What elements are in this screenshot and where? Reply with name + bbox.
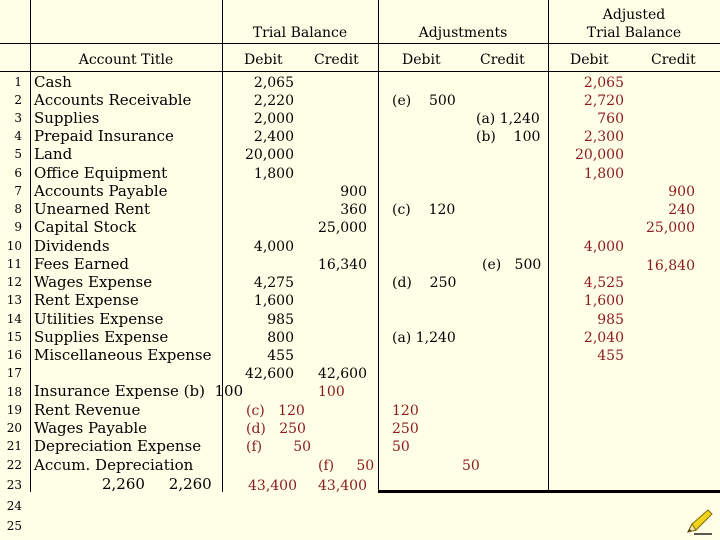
adj-entry: (e) 500: [392, 93, 456, 109]
tb-debit-cell: 800: [267, 330, 294, 346]
row-number: 9: [14, 220, 22, 234]
account-title: Unearned Rent: [34, 200, 151, 218]
row-number: 5: [14, 147, 22, 161]
tb-note: (f) 50: [246, 439, 312, 455]
row-number: 1: [14, 75, 22, 89]
tb-debit-cell: 1,800: [253, 166, 294, 182]
account-title: Supplies Expense: [34, 328, 169, 346]
atb-debit-cell: 4,000: [583, 239, 624, 255]
tb-debit-cell: 2,400: [253, 129, 294, 145]
tb-debit-cell: 985: [267, 312, 294, 328]
atb-debit-cell: 2,040: [583, 330, 624, 346]
atb-credit-header: Credit: [651, 52, 696, 68]
tb-new-credit-total: 43,400: [318, 478, 367, 494]
atb-debit-cell: 985: [597, 312, 624, 328]
account-title: Office Equipment: [34, 164, 168, 182]
rent-revenue-title: Rent Revenue: [34, 401, 141, 419]
row-number: 18: [6, 385, 22, 399]
row-number: 12: [6, 275, 22, 289]
account-title: Utilities Expense: [34, 310, 164, 328]
row-number: 25: [6, 519, 22, 533]
account-title: Rent Expense: [34, 291, 139, 309]
wages-payable-title: Wages Payable: [34, 419, 148, 437]
row-number: 7: [14, 184, 22, 198]
grid-line: [30, 0, 31, 492]
adjustments-header: Adjustments: [418, 25, 508, 41]
depreciation-expense-title: Depreciation Expense: [34, 437, 202, 455]
atb-debit-cell: 4,525: [583, 275, 624, 291]
tb-debit-header: Debit: [244, 52, 283, 68]
tb-credit-cell: 360: [340, 202, 367, 218]
account-title: Dividends: [34, 237, 110, 255]
row-number: 20: [6, 421, 22, 435]
atb-debit-cell: 2,300: [583, 129, 624, 145]
adj-note: 50: [392, 439, 410, 455]
tb-note: (d) 250: [246, 421, 306, 437]
tb-note: 100: [318, 384, 345, 400]
grid-line: [222, 0, 223, 492]
tb-debit-cell: 20,000: [245, 147, 294, 163]
account-title: Wages Expense: [34, 273, 153, 291]
row-number: 19: [6, 403, 22, 417]
row-number: 21: [6, 439, 22, 453]
tb-note: (c) 120: [246, 403, 305, 419]
row-number: 6: [14, 166, 22, 180]
atb-debit-cell: 455: [597, 348, 624, 364]
atb-credit-cell: 25,000: [646, 220, 695, 236]
header-rule: [0, 43, 720, 44]
account-title: Fees Earned: [34, 255, 130, 273]
row-number: 4: [14, 129, 22, 143]
account-title-header: Account Title: [78, 52, 174, 68]
row-number: 15: [6, 330, 22, 344]
atb-debit-cell: 760: [597, 111, 624, 127]
adj-credit-header: Credit: [480, 52, 525, 68]
adj-entry: (b) 100: [476, 129, 541, 145]
atb-credit-cell: 900: [668, 184, 695, 200]
atb-debit-header: Debit: [570, 52, 609, 68]
atb-debit-cell: 1,600: [583, 293, 624, 309]
tb-debit-cell: 1,600: [253, 293, 294, 309]
atb-debit-cell: 2,065: [583, 75, 624, 91]
row-number: 23: [6, 478, 22, 492]
header-rule: [0, 71, 720, 72]
accum-depreciation-title: Accum. Depreciation: [34, 456, 194, 474]
account-title: Accounts Payable: [34, 182, 168, 200]
tb-credit-cell: 16,340: [318, 257, 367, 273]
adj-entry: (a) 1,240: [392, 330, 456, 346]
account-title: Miscellaneous Expense: [34, 346, 212, 364]
account-title: Accounts Receivable: [34, 91, 192, 109]
atb-debit-cell: 1,800: [583, 166, 624, 182]
row-number: 14: [6, 312, 22, 326]
account-title: Land: [34, 145, 73, 163]
account-title: Capital Stock: [34, 218, 137, 236]
tb-credit-total: 42,600: [318, 366, 367, 382]
row-number: 13: [6, 293, 22, 307]
adj-note: 50: [462, 458, 480, 474]
adj-entry: (c) 120: [392, 202, 456, 218]
tb-note: (f) 50: [318, 458, 375, 474]
insurance-expense-title: Insurance Expense (b) 100: [34, 382, 244, 400]
account-title: Prepaid Insurance: [34, 127, 174, 145]
row-number: 16: [6, 348, 22, 362]
pencil-icon[interactable]: [684, 506, 714, 536]
adj-note: 120: [392, 403, 419, 419]
row-number: 22: [6, 458, 22, 472]
row-number: 2: [14, 93, 22, 107]
adj-note: 250: [392, 421, 419, 437]
tb-debit-cell: 4,000: [253, 239, 294, 255]
row-number: 8: [14, 202, 22, 216]
row-number: 17: [6, 366, 22, 380]
total-rule: [378, 490, 720, 493]
atb-credit-cell: 16,840: [646, 258, 695, 274]
account-title: Cash: [34, 73, 72, 91]
adjusted-header-line2: Trial Balance: [586, 25, 682, 41]
adj-entry: (a) 1,240: [476, 111, 540, 127]
tb-debit-cell: 2,065: [253, 75, 294, 91]
row-number: 3: [14, 111, 22, 125]
row-number: 24: [6, 499, 22, 513]
row-number: 11: [6, 257, 22, 271]
trial-balance-header: Trial Balance: [252, 25, 348, 41]
grid-line: [378, 0, 379, 492]
tb-debit-cell: 4,275: [253, 275, 294, 291]
tb-debit-total: 42,600: [245, 366, 294, 382]
atb-debit-cell: 20,000: [575, 147, 624, 163]
atb-credit-cell: 240: [668, 202, 695, 218]
tb-debit-cell: 2,000: [253, 111, 294, 127]
row-number: 10: [6, 239, 22, 253]
adj-entry: (e) 500: [482, 257, 542, 273]
adj-debit-header: Debit: [402, 52, 441, 68]
atb-debit-cell: 2,720: [583, 93, 624, 109]
row23-totals: 2,260 2,260: [102, 475, 212, 493]
tb-credit-header: Credit: [314, 52, 359, 68]
account-title: Supplies: [34, 109, 100, 127]
adjusted-header-line1: Adjusted: [602, 7, 666, 23]
tb-credit-cell: 25,000: [318, 220, 367, 236]
tb-new-debit-total: 43,400: [248, 478, 297, 494]
grid-line: [548, 0, 549, 492]
tb-debit-cell: 455: [267, 348, 294, 364]
tb-credit-cell: 900: [340, 184, 367, 200]
tb-debit-cell: 2,220: [253, 93, 294, 109]
adj-entry: (d) 250: [392, 275, 457, 291]
